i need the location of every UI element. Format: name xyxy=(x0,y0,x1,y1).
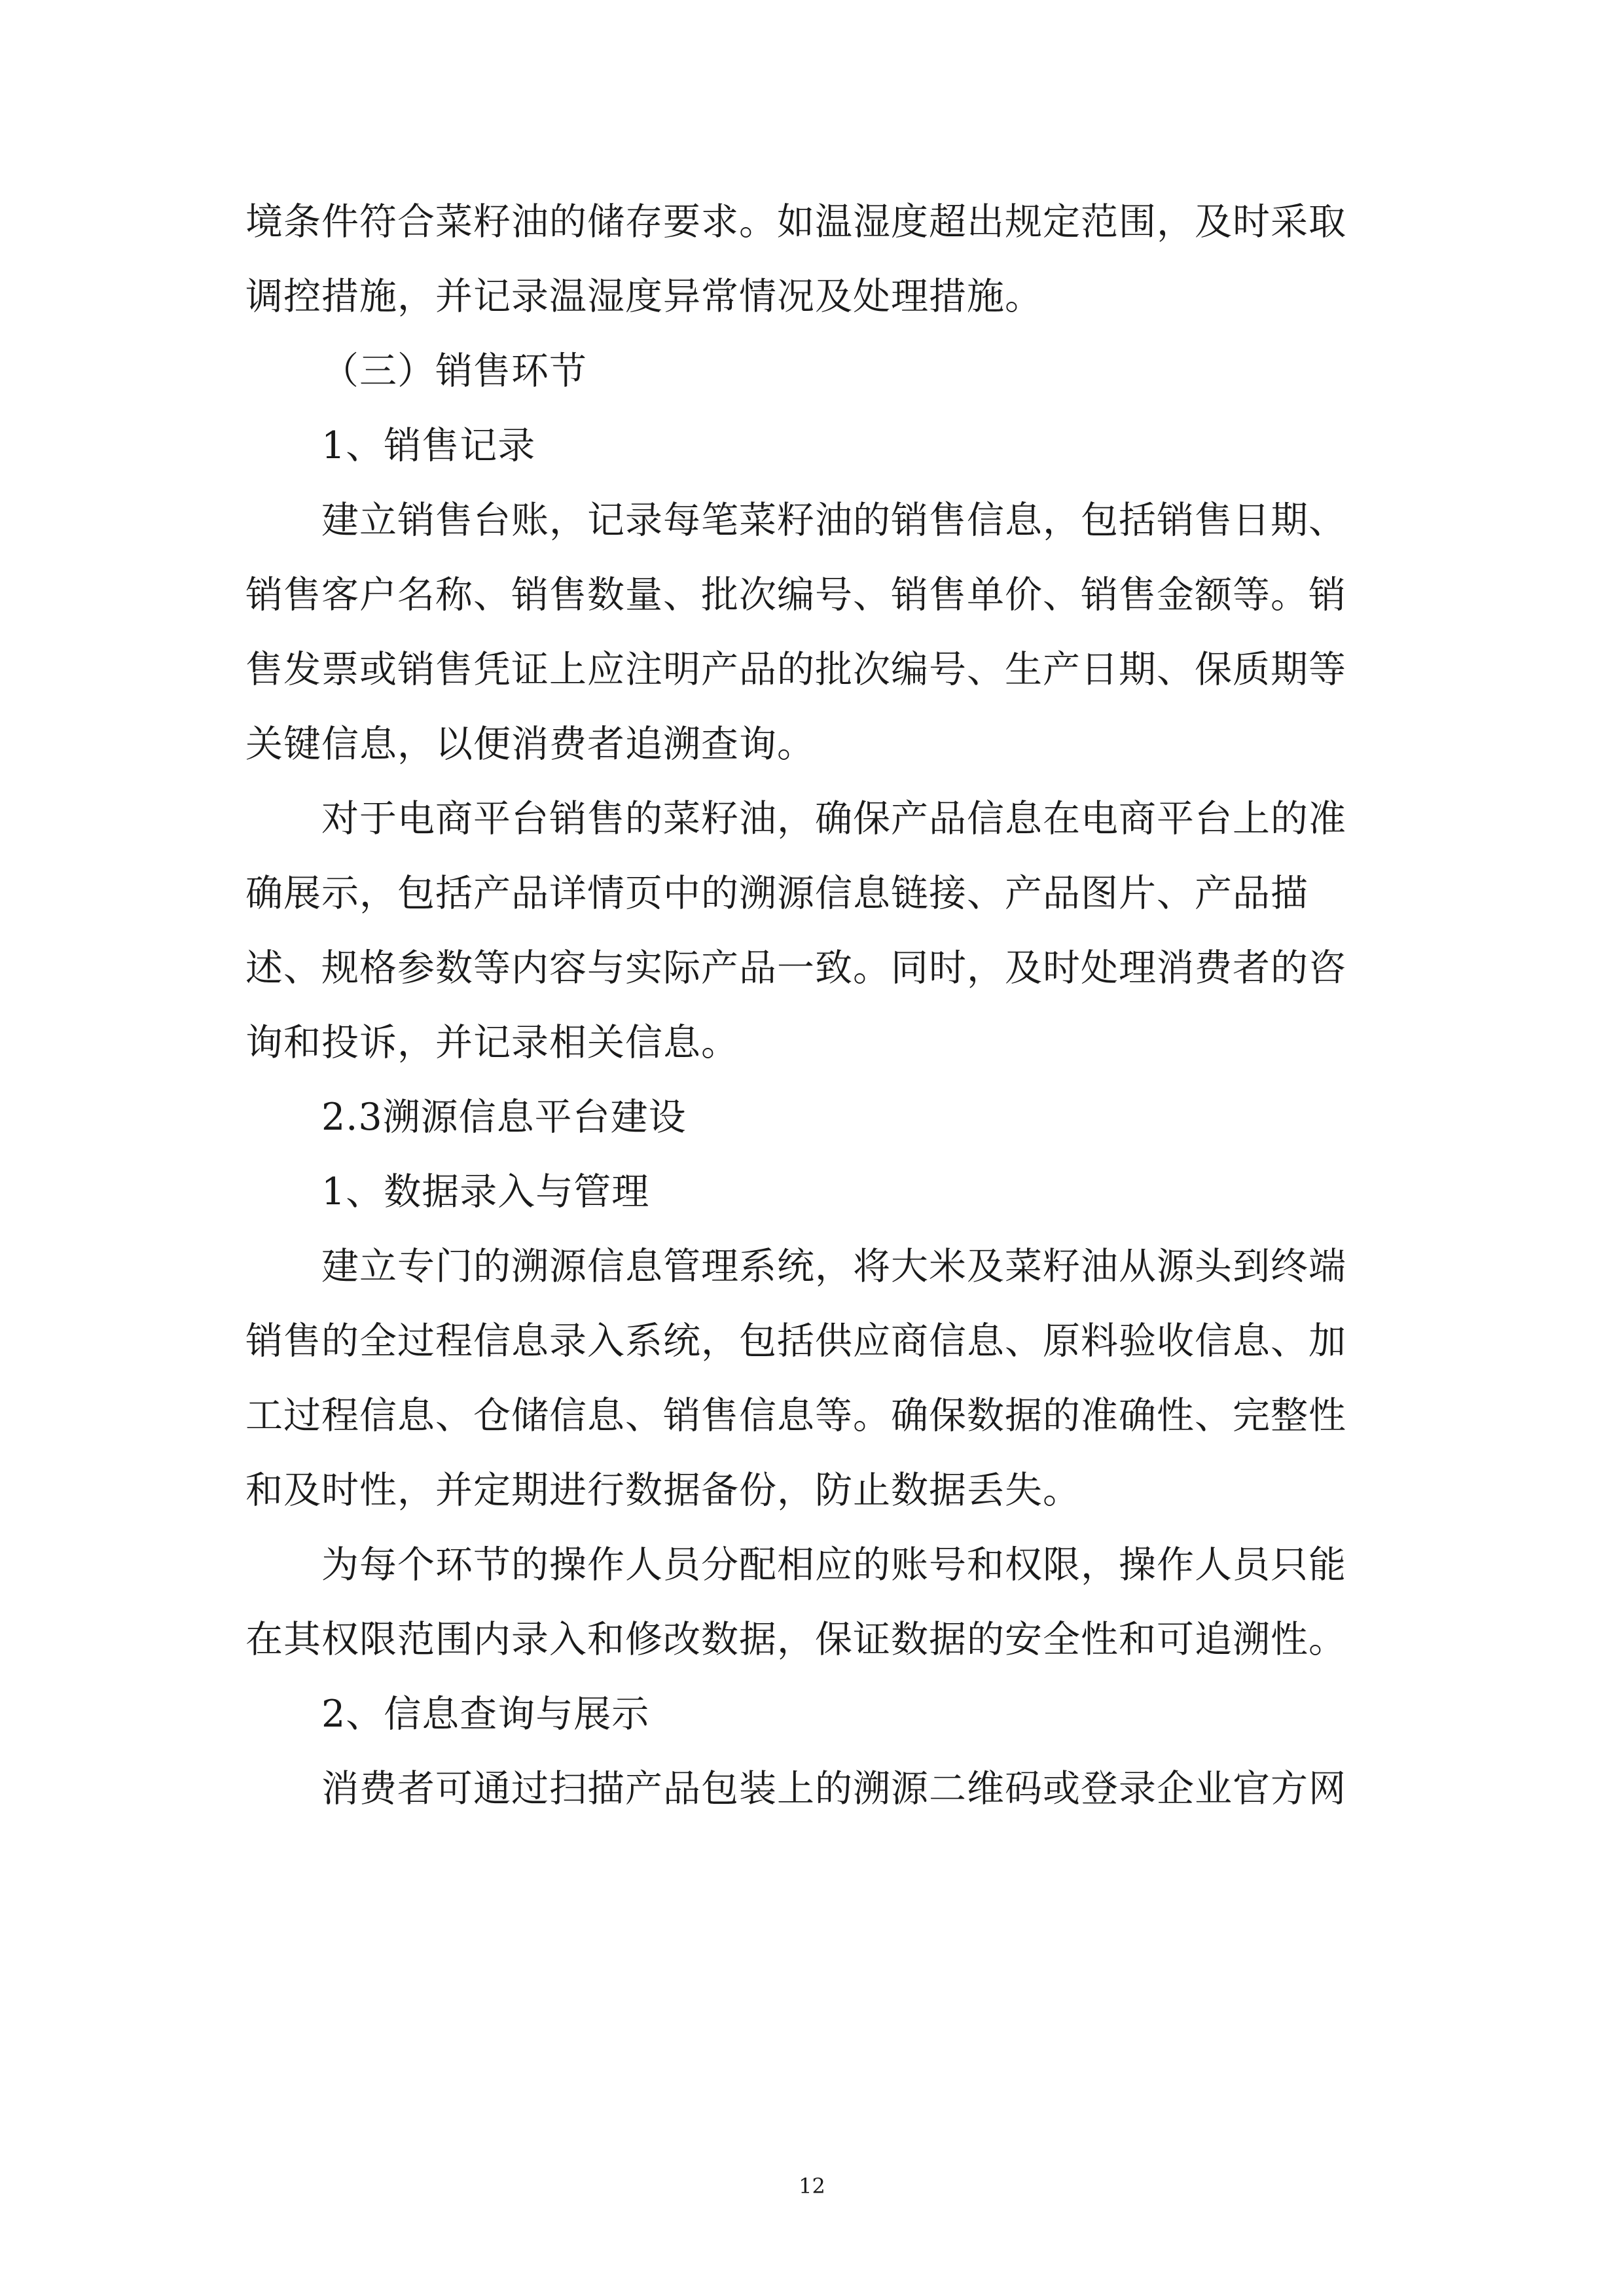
paragraph-line: 销售的全过程信息录入系统，包括供应商信息、原料验收信息、加 xyxy=(245,1319,1346,1363)
paragraph-line: 销售客户名称、销售数量、批次编号、销售单价、销售金额等。销 xyxy=(245,573,1346,617)
subsection-heading: 1、销售记录 xyxy=(321,424,536,467)
paragraph-line-first: 建立销售台账，记录每笔菜籽油的销售信息，包括销售日期、 xyxy=(321,499,1346,542)
subsection-heading: 1、数据录入与管理 xyxy=(321,1170,650,1213)
paragraph-line-continuation: 境条件符合菜籽油的储存要求。如温湿度超出规定范围，及时采取 xyxy=(245,200,1346,243)
section-heading: 2.3溯源信息平台建设 xyxy=(321,1096,687,1139)
paragraph-line-first: 建立专门的溯源信息管理系统，将大米及菜籽油从源头到终端 xyxy=(321,1245,1346,1288)
paragraph-line: 和及时性，并定期进行数据备份，防止数据丢失。 xyxy=(245,1469,1081,1512)
page-number: 12 xyxy=(799,2174,825,2198)
paragraph-line: 询和投诉，并记录相关信息。 xyxy=(245,1021,739,1064)
paragraph-line-continuation: 调控措施，并记录温湿度异常情况及处理措施。 xyxy=(245,275,1043,318)
paragraph-line-first: 对于电商平台销售的菜籽油，确保产品信息在电商平台上的准 xyxy=(321,797,1346,840)
paragraph-line-first: 为每个环节的操作人员分配相应的账号和权限，操作人员只能 xyxy=(321,1543,1346,1587)
paragraph-line: 工过程信息、仓储信息、销售信息等。确保数据的准确性、完整性 xyxy=(245,1394,1346,1437)
body-text xyxy=(245,185,1378,1826)
section-heading: （三）销售环节 xyxy=(321,350,587,393)
paragraph-line: 在其权限范围内录入和修改数据，保证数据的安全性和可追溯性。 xyxy=(245,1618,1346,1661)
paragraph-line: 关键信息，以便消费者追溯查询。 xyxy=(245,723,815,766)
paragraph-line: 确展示，包括产品详情页中的溯源信息链接、产品图片、产品描 xyxy=(245,872,1308,915)
paragraph-line: 售发票或销售凭证上应注明产品的批次编号、生产日期、保质期等 xyxy=(245,648,1346,691)
paragraph-line: 述、规格参数等内容与实际产品一致。同时，及时处理消费者的咨 xyxy=(245,946,1346,990)
paragraph-line-first: 消费者可通过扫描产品包装上的溯源二维码或登录企业官方网 xyxy=(321,1767,1346,1810)
subsection-heading: 2、信息查询与展示 xyxy=(321,1693,650,1736)
